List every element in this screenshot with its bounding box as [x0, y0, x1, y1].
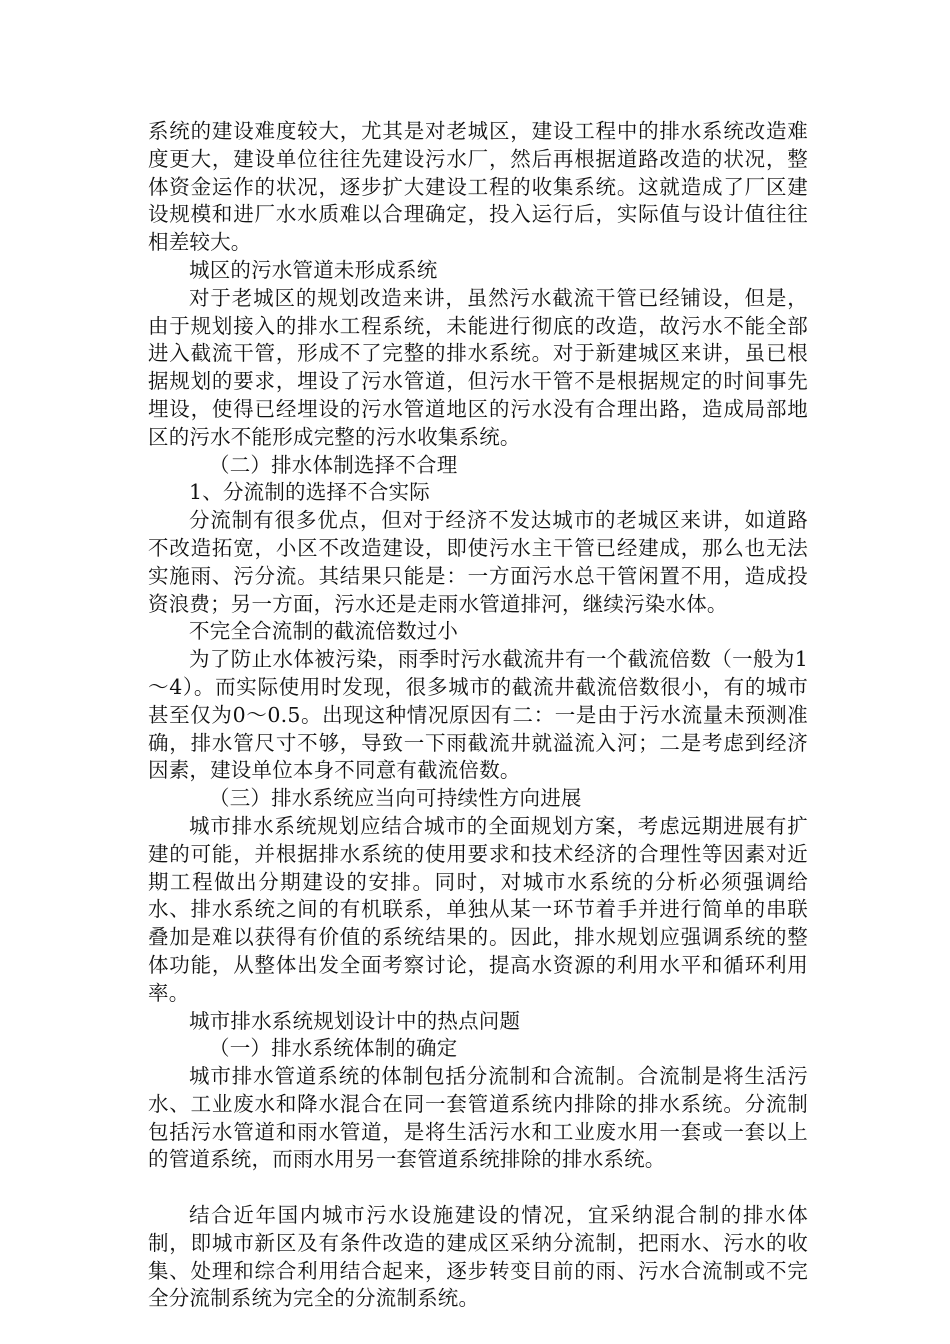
section-heading: （一）排水系统体制的确定	[209, 1036, 458, 1061]
blank-line	[148, 1174, 808, 1202]
paragraph: 为了防止水体被污染，雨季时污水截流井有一个截流倍数（一般为1～4）。而实际使用时发现，很多城市的截流井截流倍数很小，有的城市甚至仅为0～0.5。出现这种情况原因有二：一是由于污水流量未预测准确，排水管尺寸不够，导致一下雨截流井就溢流入河；二是考虑到经济因素，建设单位本身不同意有截流倍数。	[148, 647, 808, 783]
paragraph: 对于老城区的规划改造来讲，虽然污水截流干管已经铺设，但是，由于规划接入的排水工程系统，未能进行彻底的改造，故污水不能全部进入截流干管，形成不了完整的排水系统。对于新建城区来讲，虽已根据规划的要求，埋设了污水管道，但污水干管不是根据规定的时间事先埋设，使得已经埋设的污水管道地区的污水没有合理出路，造成局部地区的污水不能形成完整的污水收集系统。	[148, 285, 808, 449]
paragraph: 不完全合流制的截流倍数过小	[189, 619, 459, 644]
document-body	[148, 118, 808, 1313]
paragraph: 城市排水系统规划应结合城市的全面规划方案，考虑远期进展有扩建的可能，并根据排水系统的使用要求和技术经济的合理性等因素对近期工程做出分期建设的安排。同时，对城市水系统的分析必须强调给水、排水系统之间的有机联系，单独从某一环节着手并进行简单的串联叠加是难以获得有价值的系统结果的。因此，排水规划应强调系统的整体功能，从整体出发全面考察讨论，提高水资源的利用水平和循环利用率。	[148, 813, 808, 1005]
paragraph: 城区的污水管道未形成系统	[189, 257, 438, 282]
paragraph: 分流制有很多优点，但对于经济不发达城市的老城区来讲，如道路不改造拓宽，小区不改造建设，即使污水主干管已经建成，那么也无法实施雨、污分流。其结果只能是：一方面污水总干管闲置不用，造成投资浪费；另一方面，污水还是走雨水管道排河，继续污染水体。	[148, 508, 808, 616]
paragraph: 结合近年国内城市污水设施建设的情况，宜采纳混合制的排水体制，即城市新区及有条件改造的建成区采纳分流制，把雨水、污水的收集、处理和综合利用结合起来，逐步转变目前的雨、污水合流制或不完全分流制系统为完全的分流制系统。	[148, 1203, 808, 1311]
section-heading: （二）排水体制选择不合理	[209, 452, 458, 477]
paragraph: 城市排水系统规划设计中的热点问题	[189, 1008, 521, 1033]
section-heading: （三）排水系统应当向可持续性方向进展	[209, 786, 582, 811]
paragraph: 1、分流制的选择不合实际	[189, 480, 430, 505]
paragraph: 系统的建设难度较大，尤其是对老城区，建设工程中的排水系统改造难度更大，建设单位往往先建设污水厂，然后再根据道路改造的状况，整体资金运作的状况，逐步扩大建设工程的收集系统。这就造成了厂区建设规模和进厂水水质难以合理确定，投入运行后，实际值与设计值往往相差较大。	[148, 119, 808, 255]
paragraph: 城市排水管道系统的体制包括分流制和合流制。合流制是将生活污水、工业废水和降水混合在同一套管道系统内排除的排水系统。分流制包括污水管道和雨水管道，是将生活污水和工业废水用一套或一套以上的管道系统，而雨水用另一套管道系统排除的排水系统。	[148, 1064, 808, 1172]
